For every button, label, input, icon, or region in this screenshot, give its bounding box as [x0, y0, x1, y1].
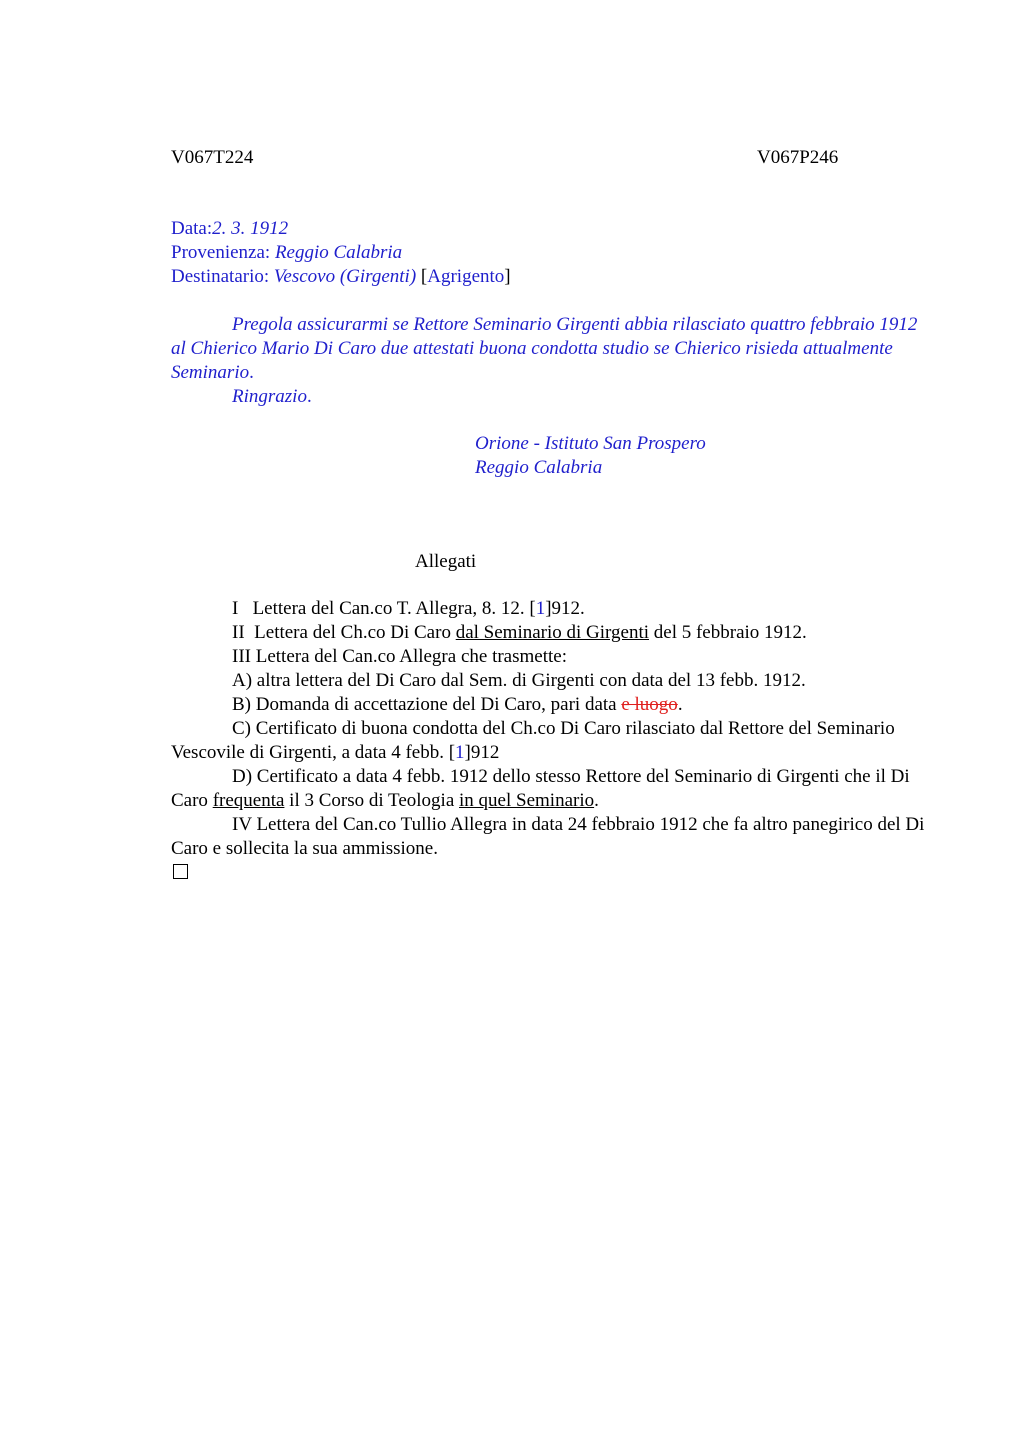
allegato-subitem [171, 693, 931, 717]
allegato-1-text: I Lettera del Can.co T. Allegra, 8. 12. [ [232, 598, 536, 619]
signature-line-2: Reggio Calabria [475, 457, 603, 478]
bracket-close: ] [504, 266, 511, 287]
provenienza-label: Provenienza: [171, 242, 271, 263]
message-text: Pregola assicurarmi se Rettore Seminario Girgenti abbia rilasciato quattro febbraio 1912 al Chierico Mario Di Caro due attestati buona condotta studio se Chierico risieda attualmente Seminario [171, 314, 918, 383]
destinatario-line [171, 265, 511, 289]
provenienza-line [171, 241, 511, 265]
allegato-3d-end: . [594, 790, 599, 811]
allegati-heading: Allegati [415, 551, 477, 572]
allegato-item: III Lettera del Can.co Allegra che trasmette: [232, 646, 567, 667]
allegato-2-end: del 5 febbraio 1912. [649, 622, 807, 643]
message-paragraph [171, 313, 931, 385]
data-value: 2. 3. 1912 [212, 218, 289, 239]
allegato-2-underlined: dal Seminario di Girgenti [455, 622, 650, 643]
square-icon [173, 864, 188, 879]
data-line [171, 217, 511, 241]
bracket-open: [ [420, 266, 428, 287]
message-body [171, 313, 931, 409]
allegato-3b-deleted: e luogo [621, 694, 678, 715]
allegato-3b-end: . [677, 694, 683, 715]
signature-line-1: Orione - Istituto San Prospero [475, 433, 706, 454]
document-code-right: V067P246 [757, 147, 839, 168]
destinatario-value: Vescovo (Girgenti) [273, 266, 417, 287]
metadata-block [171, 217, 511, 289]
allegati-list [171, 597, 931, 886]
allegato-3d-middle: il 3 Corso di Teologia [284, 790, 460, 811]
message-thanks: Ringrazio [232, 386, 307, 407]
destinatario-note: Agrigento [427, 266, 505, 287]
provenienza-value: Reggio Calabria [274, 242, 403, 263]
allegato-1-insert: 1 [535, 598, 546, 619]
allegato-3c-insert: 1 [455, 742, 465, 763]
signature-block [475, 432, 706, 480]
allegato-item [171, 621, 931, 645]
allegato-item: IV Lettera del Can.co Tullio Allegra in data 24 febbraio 1912 che fa altro panegirico del Di Caro e sollecita la sua ammissione. [171, 814, 925, 859]
end-marker [171, 861, 931, 886]
message-closing [171, 385, 931, 409]
allegato-subitem [171, 717, 931, 765]
allegato-2-text: II Lettera del Ch.co Di Caro [232, 622, 456, 643]
allegato-subitem [171, 765, 931, 813]
allegato-3c-end: ]912 [464, 742, 500, 763]
message-period: . [249, 362, 254, 383]
destinatario-label: Destinatario: [171, 266, 270, 287]
allegato-3b-text: B) Domanda di accettazione del Di Caro, pari data [232, 694, 622, 715]
allegato-3d-underlined-1: frequenta [212, 790, 285, 811]
data-label: Data: [171, 218, 213, 239]
allegato-subitem: A) altra lettera del Di Caro dal Sem. di Girgenti con data del 13 febb. 1912. [232, 670, 806, 691]
allegato-item [171, 597, 931, 621]
allegato-1-end: ]912. [545, 598, 585, 619]
allegato-3d-text: D) Certificato a data 4 febb. 1912 dello stesso Rettore del Seminario di Girgenti che il Di Caro [171, 766, 910, 811]
allegato-3d-underlined-2: in quel Seminario [459, 790, 595, 811]
document-code-left: V067T224 [171, 147, 254, 168]
message-thanks-period: . [306, 386, 312, 407]
allegato-3c-text: C) Certificato di buona condotta del Ch.co Di Caro rilasciato dal Rettore del Seminario Vescovile di Girgenti, a data 4 febb. [ [171, 718, 895, 763]
